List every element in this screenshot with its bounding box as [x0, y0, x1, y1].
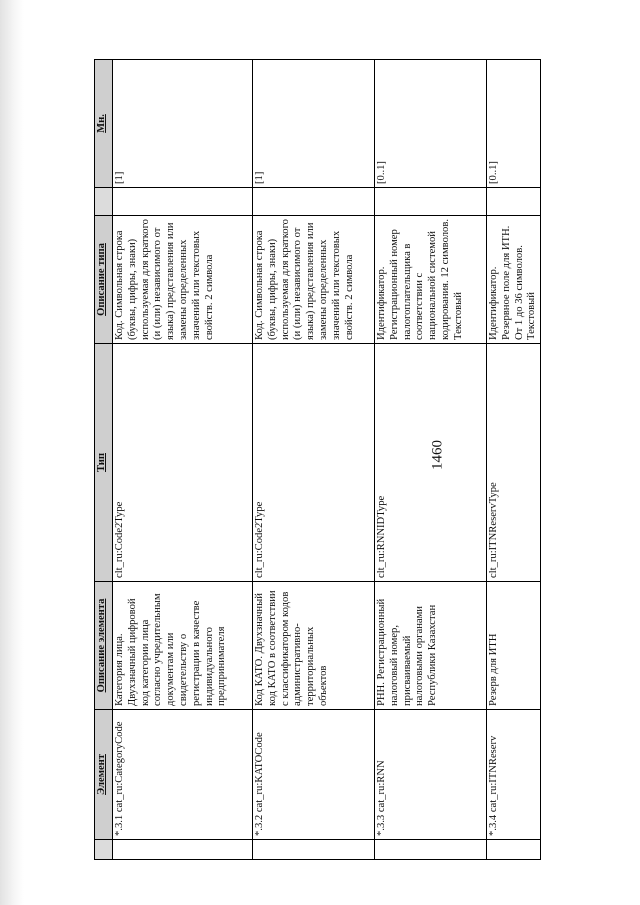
type-cell: clt_ru:ITNReservType: [487, 344, 541, 582]
multiplicity-cell: [1]: [113, 60, 253, 188]
header-type-description: Описание типа: [95, 216, 113, 344]
row-number: *.3.4: [488, 814, 499, 836]
spacer-cell: [487, 188, 541, 216]
row-number: *.3.3: [376, 814, 387, 836]
element-name: cat_ru:ITNReserv: [488, 735, 499, 813]
rotated-table-wrapper: [94, 60, 538, 860]
element-description-cell: РНН. Регистрационный налоговый номер, присваиваемый налоговыми органами Республики Казахстан: [375, 582, 487, 710]
multiplicity-cell: [0..1]: [375, 60, 487, 188]
element-name: cat_ru:RNN: [376, 760, 387, 813]
element-description-cell: Код КАТО. Двухзначный код КАТО в соответствии с классификатором кодов административно-территориальных объектов: [253, 582, 375, 710]
type-description-cell: Код. Символьная строка (буквы, цифры, знаки) используемая для краткого (и (или) независимого от языка) представления или замены определенных значений или текстовых свойств. 2 символа: [113, 216, 253, 344]
spacer-cell: [113, 188, 253, 216]
header-element-description: Описание элемента: [95, 582, 113, 710]
type-description-cell: Код. Символьная строка (буквы, цифры, знаки) используемая для краткого (и (или) независимого от языка) представления или замены определенных значений или текстовых свойств. 2 символа: [253, 216, 375, 344]
element-cell: [253, 710, 375, 840]
document-table: [94, 59, 541, 860]
row-number-cell: [375, 840, 487, 860]
multiplicity-cell: [0..1]: [487, 60, 541, 188]
element-cell: [113, 710, 253, 840]
type-description-cell: Идентификатор. Резервное поле для ИТН. От 1 до 36 символов. Текстовый: [487, 216, 541, 344]
type-description-cell: Идентификатор. Регистрационный номер налогоплательщика в соответствии с национальной системой кодирования. 12 символов. Текстовый: [375, 216, 487, 344]
header-blank-cell-2: [95, 188, 113, 216]
element-name: cat_ru:CategoryCode: [114, 721, 125, 813]
table-row: [487, 60, 541, 860]
header-blank-cell: [95, 840, 113, 860]
header-element: Элемент: [95, 710, 113, 840]
table-row: [253, 60, 375, 860]
element-cell: [487, 710, 541, 840]
element-description-cell: Резерв для ИТН: [487, 582, 541, 710]
spacer-cell: [375, 188, 487, 216]
table-row: [375, 60, 487, 860]
table-row: [113, 60, 253, 860]
row-number-cell: [487, 840, 541, 860]
page-number: 1460: [429, 440, 446, 470]
type-cell: clt_ru:Code2Type: [113, 344, 253, 582]
multiplicity-cell: [1]: [253, 60, 375, 188]
row-number-cell: [253, 840, 375, 860]
header-type: Тип: [95, 344, 113, 582]
row-number: *.3.1: [114, 814, 125, 836]
type-cell: clt_ru:RNNIDType: [375, 344, 487, 582]
element-cell: [375, 710, 487, 840]
scan-shadow: [0, 0, 24, 905]
element-description-cell: Категория лица. Двухзначный цифровой код категории лица согласно учредительным документам или свидетельству о регистрации в качестве индивидуального предпринимателя: [113, 582, 253, 710]
element-name: cat_ru:KATOCode: [254, 732, 265, 813]
row-number: *.3.2: [254, 814, 265, 836]
row-number-cell: [113, 840, 253, 860]
spacer-cell: [253, 188, 375, 216]
type-cell: clt_ru:Code2Type: [253, 344, 375, 582]
header-multiplicity: Мн.: [95, 60, 113, 188]
table-header-row: [95, 60, 113, 860]
